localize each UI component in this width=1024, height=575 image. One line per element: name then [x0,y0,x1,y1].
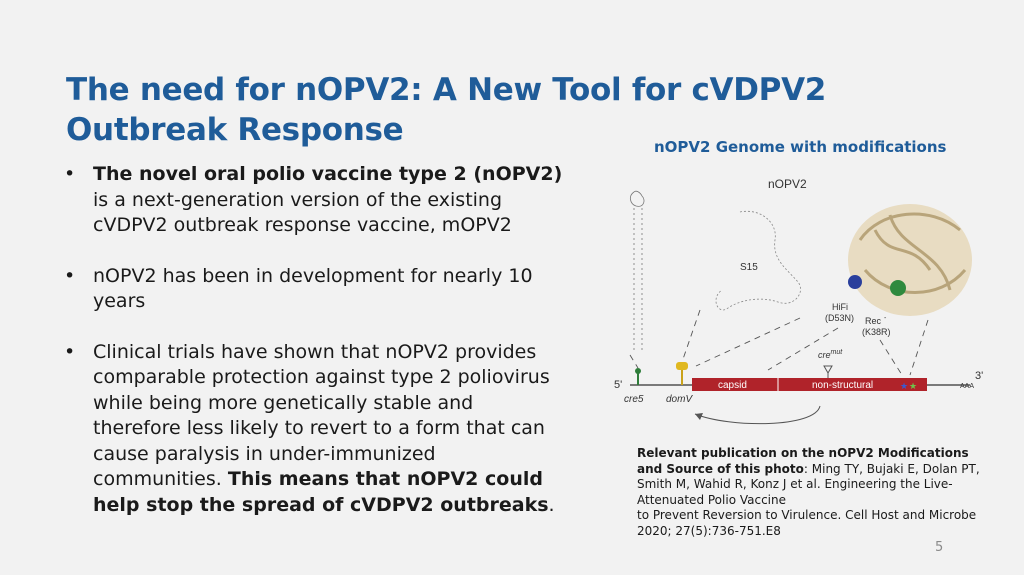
bullet-tail-text: . [548,493,555,516]
domv-label: domV [666,394,693,405]
list-item [64,264,564,315]
genome-figure [610,170,990,440]
nonstructural-label: non-structural [812,380,874,391]
s15-label: S15 [740,262,758,273]
bullet-bold-text: The novel oral polio vaccine type 2 (nOPV2) [93,163,563,185]
bullet-icon: • [64,340,76,363]
capsid-label: capsid [718,380,747,391]
cre-mut-label: cre$^{mut}$ [818,349,843,360]
bullet-icon: • [64,264,76,287]
reference-citation-text: : Ming TY, Bujaki E, Dolan PT, Smith M, Wahid R, Konz J et al. Engineering the Live-Attenuated Polio Vaccine [637,461,980,507]
page-number: 5 [935,540,944,555]
bullet-list [64,162,564,543]
star-green-icon: ★ [909,382,918,392]
reference-bold-text: Relevant publication on the nOPV2 Modifications and Source of this photo [637,446,969,476]
cre5-hairpin-icon [630,191,644,352]
star-blue-icon: ★ [900,382,909,392]
reference-text [637,446,982,539]
cre5-marker-icon [635,368,641,385]
domv-marker-icon [676,362,688,385]
hifi-label: HiFi [832,302,848,312]
cre-mut-icon [824,366,832,380]
figure-label-nopv2: nOPV2 [768,177,807,191]
cre5-label: cre5 [624,394,644,405]
bullet-text [93,340,564,519]
bullet-body-text: Clinical trials have shown that nOPV2 provides comparable protection against type 2 poliovirus while being more genetically stable and therefore less likely to revert to a form that can cause paralysis in under-immunized communities. [93,340,550,490]
bullet-text: nOPV2 has been in development for nearly 10 years [93,264,533,312]
protein-structure-icon [848,204,972,316]
bullet-text [93,162,564,239]
list-item [64,340,564,519]
bullet-body-text: is a next-generation version of the existing cVDPV2 outbreak response vaccine, mOPV2 [93,188,512,236]
poly-a-label: AAA [960,383,975,390]
reference-citation-text-2: to Prevent Reversion to Virulence. Cell Host and Microbe 2020; 27(5):736-751.E8 [637,508,977,538]
three-prime-label: 3' [975,370,984,382]
page-title: The need for nOPV2: A New Tool for cVDPV2 Outbreak Response [66,72,827,148]
bullet-icon: • [64,163,76,185]
s15-loop-icon [716,211,801,310]
rec-label: Rec [865,316,882,326]
bullet-bold-text: This means that nOPV2 could help stop the spread of cVDPV2 outbreaks [93,468,549,516]
rec-sup-label: - [884,315,887,322]
five-prime-label: 5' [614,379,623,391]
rec-sub-label: (K38R) [862,327,891,337]
return-arrow-icon [695,406,820,424]
list-item [64,162,564,239]
hifi-sub-label: (D53N) [825,313,855,323]
figure-caption: nOPV2 Genome with modifications [654,138,947,156]
